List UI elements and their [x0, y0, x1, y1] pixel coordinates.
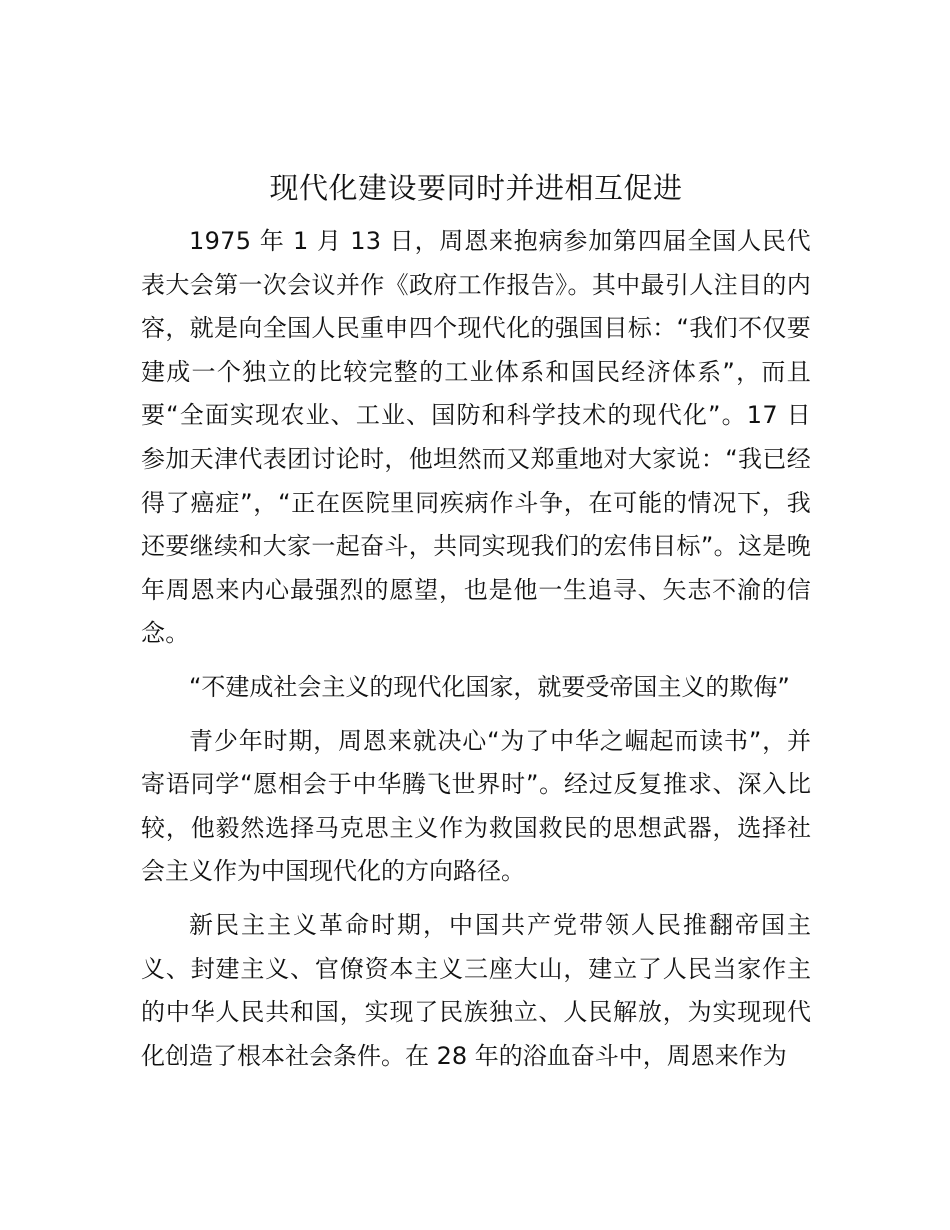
document-title: 现代化建设要同时并进相互促进 [269, 171, 683, 205]
paragraph-1: 1975 年 1 月 13 日，周恩来抱病参加第四届全国人民代表大会第一次会议并作《政府工作报告》。其中最引人注目的内容，就是向全国人民重申四个现代化的强国目标：“我们不仅要建成一个独立的比较完整的工业体系和国民经济体系”，而且要“全面实现农业、工业、国防和科学技术的现代化”。17 日参加天津代表团讨论时，他坦然而又郑重地对大家说：“我已经得了癌症”，“正在医院里同疾病作斗争，在可能的情况下，我还要继续和大家一起奋斗，共同实现我们的宏伟目标”。这是晚年周恩来内心最强烈的愿望，也是他一生追寻、矢志不渝的信念。 [141, 227, 811, 648]
document-page [141, 166, 811, 1078]
paragraph-2: “不建成社会主义的现代化国家，就要受帝国主义的欺侮” [189, 672, 790, 701]
paragraph-4: 新民主主义革命时期，中国共产党带领人民推翻帝国主义、封建主义、官僚资本主义三座大山，建立了人民当家作主的中华人民共和国，实现了民族独立、人民解放，为实现现代化创造了根本社会条件。在 28 年的浴血奋斗中，周恩来作为 [141, 910, 811, 1070]
paragraph-3: 青少年时期，周恩来就决心“为了中华之崛起而读书”，并寄语同学“愿相会于中华腾飞世界时”。经过反复推求、深入比较，他毅然选择马克思主义作为救国救民的思想武器，选择社会主义作为中国现代化的方向路径。 [141, 726, 811, 886]
